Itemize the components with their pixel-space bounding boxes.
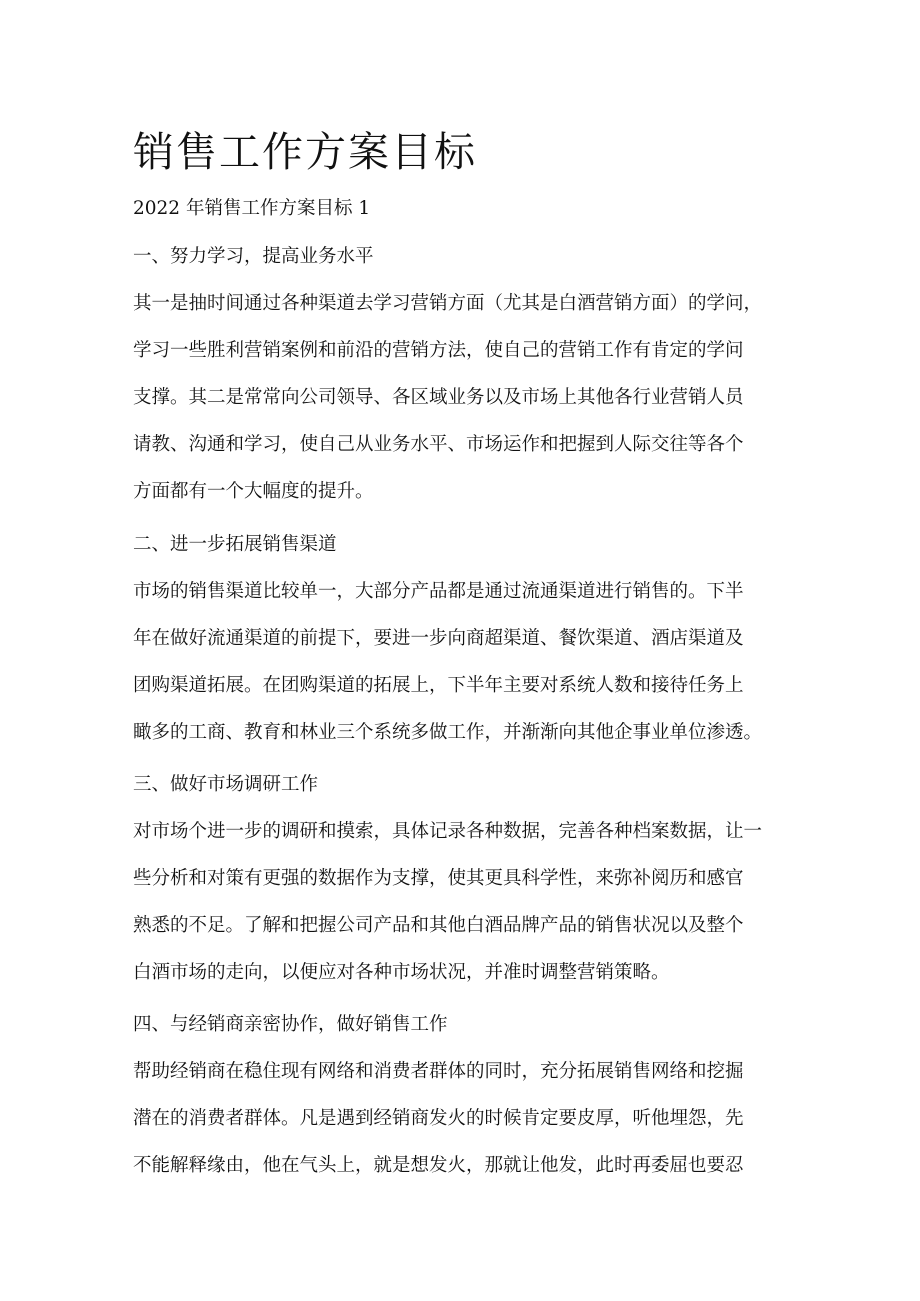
paragraph-line: 请教、沟通和学习，使自己从业务水平、市场运作和把握到人际交往等各个 xyxy=(133,434,744,455)
section-heading: 三、做好市场调研工作 xyxy=(133,774,319,795)
section-heading: 二、进一步拓展销售渠道 xyxy=(133,534,337,555)
document-subtitle: 2022 年销售工作方案目标 1 xyxy=(133,198,371,219)
paragraph-line: 些分析和对策有更强的数据作为支撑，使其更具科学性，来弥补阅历和感官 xyxy=(133,868,744,889)
paragraph-line: 潜在的消费者群体。凡是遇到经销商发火的时候肯定要皮厚，听他埋怨，先 xyxy=(133,1108,744,1129)
document-title: 销售工作方案目标 xyxy=(133,128,477,176)
paragraph-line: 对市场个进一步的调研和摸索，具体记录各种数据，完善各种档案数据，让一 xyxy=(133,821,763,842)
paragraph-line: 熟悉的不足。了解和把握公司产品和其他白酒品牌产品的销售状况以及整个 xyxy=(133,915,744,936)
paragraph-line: 帮助经销商在稳住现有网络和消费者群体的同时，充分拓展销售网络和挖掘 xyxy=(133,1061,744,1082)
paragraph-line: 学习一些胜利营销案例和前沿的营销方法，使自己的营销工作有肯定的学问 xyxy=(133,340,744,361)
paragraph-line: 市场的销售渠道比较单一，大部分产品都是通过流通渠道进行销售的。下半 xyxy=(133,581,744,602)
paragraph-line: 瞰多的工商、教育和林业三个系统多做工作，并渐渐向其他企事业单位渗透。 xyxy=(133,722,763,743)
section-heading: 一、努力学习，提高业务水平 xyxy=(133,246,374,267)
section-heading: 四、与经销商亲密协作，做好销售工作 xyxy=(133,1014,448,1035)
paragraph-line: 白酒市场的走向，以便应对各种市场状况，并准时调整营销策略。 xyxy=(133,962,670,983)
paragraph-line: 其一是抽时间通过各种渠道去学习营销方面（尤其是白酒营销方面）的学问， xyxy=(133,293,763,314)
paragraph-line: 年在做好流通渠道的前提下，要进一步向商超渠道、餐饮渠道、酒店渠道及 xyxy=(133,628,744,649)
paragraph-line: 支撑。其二是常常向公司领导、各区域业务以及市场上其他各行业营销人员 xyxy=(133,387,744,408)
paragraph-line: 不能解释缘由，他在气头上，就是想发火，那就让他发，此时再委屈也要忍 xyxy=(133,1155,744,1176)
paragraph-line: 团购渠道拓展。在团购渠道的拓展上，下半年主要对系统人数和接待任务上 xyxy=(133,675,744,696)
paragraph-line: 方面都有一个大幅度的提升。 xyxy=(133,481,374,502)
